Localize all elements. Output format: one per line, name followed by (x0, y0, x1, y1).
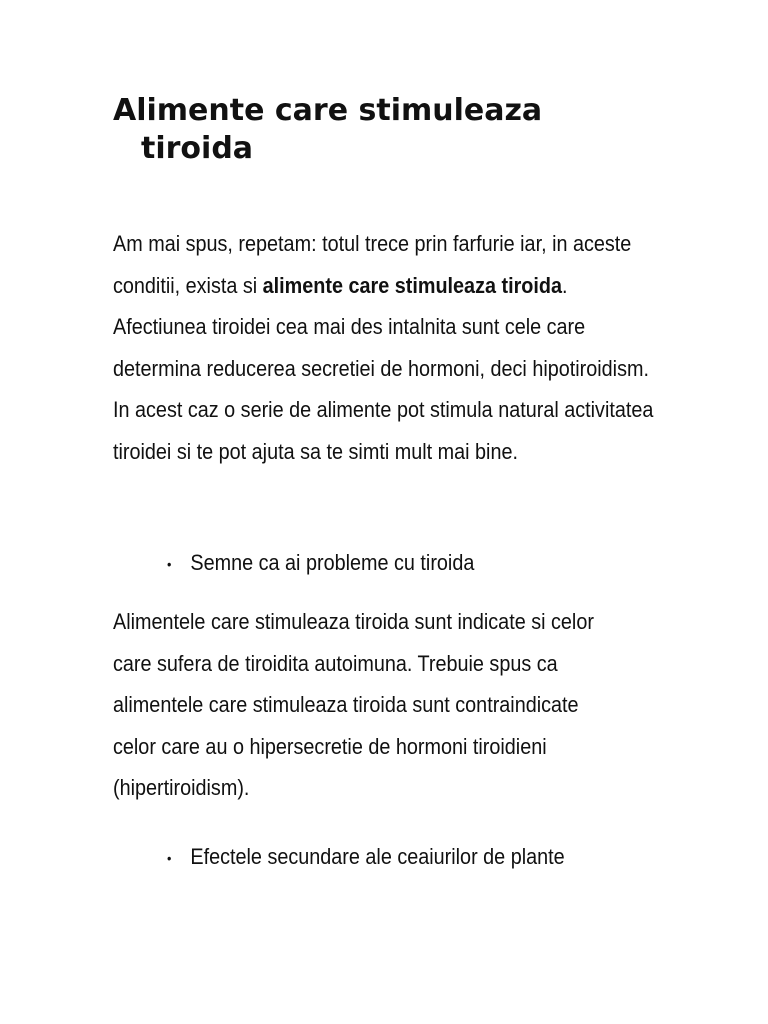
related-link-item[interactable] (167, 842, 565, 873)
intro-paragraph (113, 223, 658, 472)
intro-bold-phrase: alimente care stimuleaza tiroida (262, 272, 562, 298)
page-title-line1: Alimente care stimuleaza (113, 93, 543, 128)
related-link-text[interactable]: Efectele secundare ale ceaiurilor de plante (190, 844, 565, 869)
page-title-line2: tiroida (141, 131, 254, 166)
second-paragraph: Alimentele care stimuleaza tiroida sunt indicate si celor care sufera de tiroidita autoimuna. Trebuie spus ca alimentele care stimuleaza tiroida sunt contraindicate celor care au o hipersecretie de hormoni tiroidieni (hipertiroidism). (113, 609, 594, 800)
intro-text-start: Am mai spus, repetam: totul trece prin farfurie iar, in aceste conditii, exista si (113, 231, 632, 298)
intro-text-end: . Afectiunea tiroidei cea mai des intalnita sunt cele care determina reducerea secretiei de hormoni, deci hipotiroidism. In acest caz o serie de alimente pot stimula natural activitatea tiroidei si te pot ajuta sa te simti mult mai bine. (113, 272, 654, 464)
related-link-item[interactable] (167, 548, 474, 579)
related-link-text[interactable]: Semne ca ai probleme cu tiroida (190, 550, 475, 575)
bullet-icon: • (167, 556, 172, 573)
bullet-icon: • (167, 850, 172, 867)
page-title (113, 92, 673, 168)
